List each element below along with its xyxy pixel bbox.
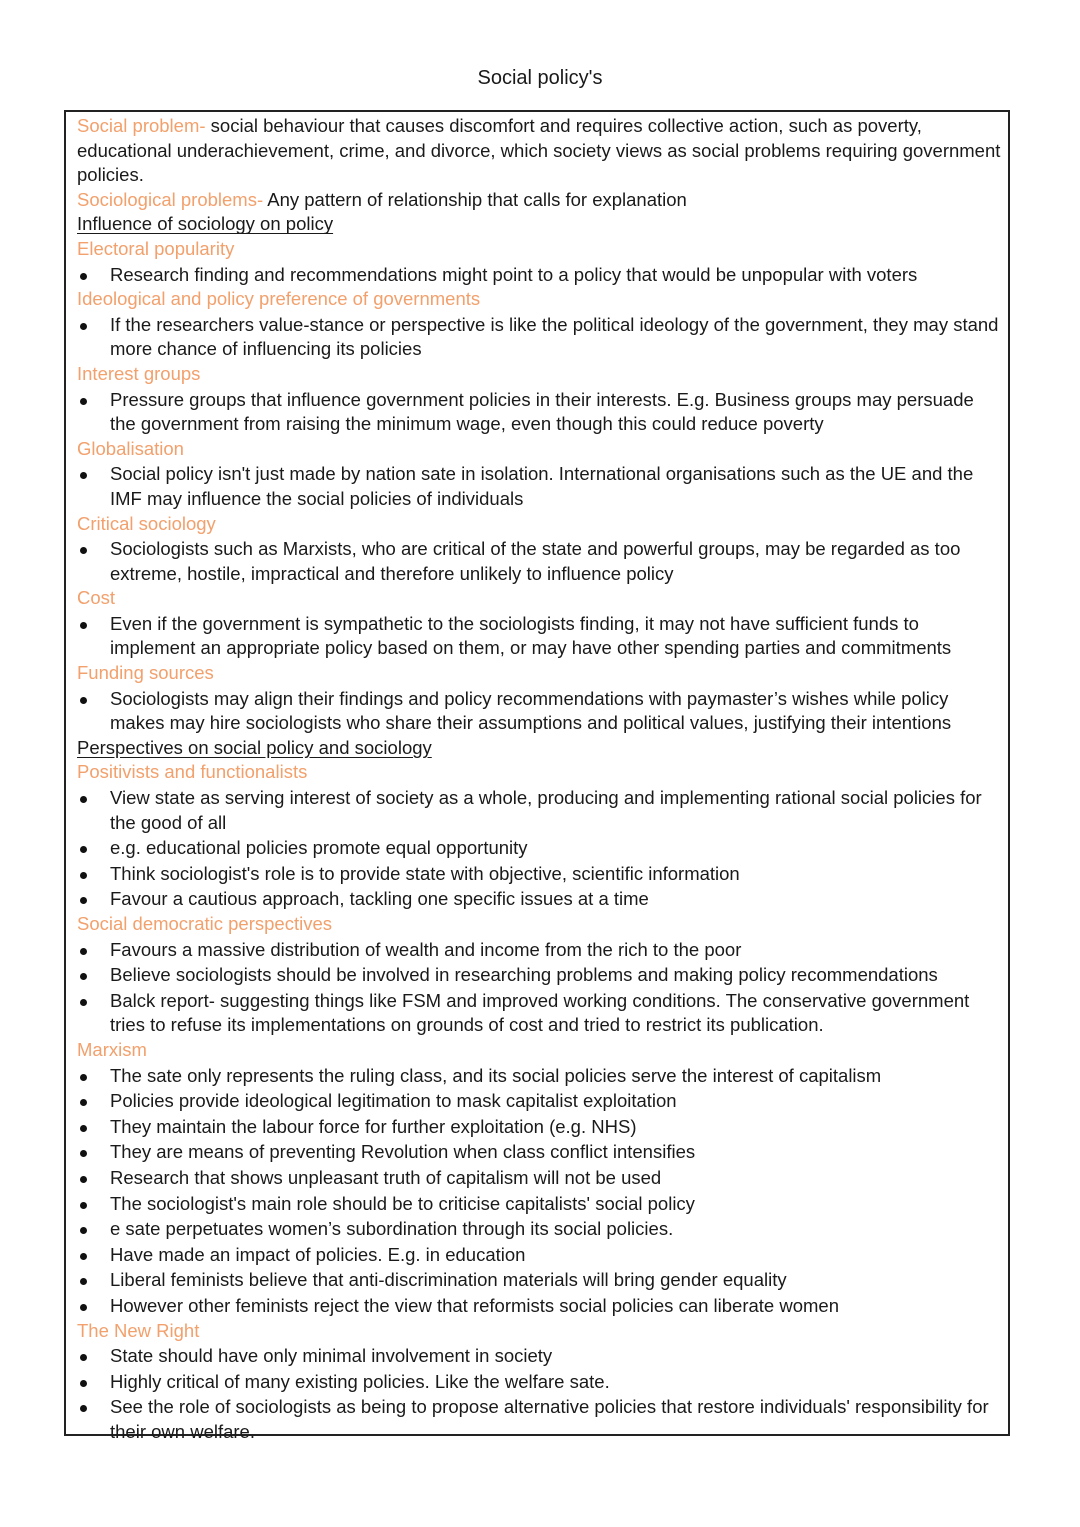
bullet-list [77, 612, 1000, 661]
bullet-icon [80, 697, 87, 704]
bullet-icon [80, 1354, 87, 1361]
bullet-icon [80, 1405, 87, 1412]
bullet-item [77, 1217, 1000, 1242]
bullet-item [77, 1166, 1000, 1191]
bullet-item [77, 263, 1000, 288]
bullet-text: Even if the government is sympathetic to the sociologists finding, it may not have sufficient funds to implement an appropriate policy based on them, or may have other spending parties and commitments [110, 612, 952, 659]
term-text: social behaviour that causes discomfort and requires collective action, such as poverty, educational underachievement, crime, and divorce, which society views as social problems requiring government policies. [77, 115, 1001, 186]
bullet-text: Policies provide ideological legitimation to mask capitalist exploitation [110, 1090, 677, 1112]
bullet-icon [80, 1253, 87, 1260]
bullet-list [77, 786, 1000, 912]
bullet-list [77, 388, 1000, 437]
bullet-text: Favours a massive distribution of wealth and income from the rich to the poor [110, 938, 742, 960]
bullet-text: Sociologists such as Marxists, who are critical of the state and powerful groups, may be regarded as too extreme, hostile, impractical and therefore unlikely to influence policy [110, 538, 961, 584]
bullet-text: e.g. educational policies promote equal opportunity [110, 837, 528, 859]
bullet-icon [80, 323, 87, 330]
perspective-sections [77, 760, 1000, 1444]
subheading: Cost [77, 587, 116, 609]
bullet-item [77, 313, 1000, 362]
definition-sociological-problems [77, 188, 1000, 213]
bullet-icon [80, 398, 87, 405]
bullet-text: The sate only represents the ruling class, and its social policies serve the interest of capitalism [110, 1064, 882, 1086]
bullet-text: If the researchers value-stance or perspective is like the political ideology of the government, they may stand more chance of influencing its policies [110, 313, 999, 360]
subheading: Interest groups [77, 362, 201, 384]
bullet-icon [80, 897, 87, 904]
bullet-text: Favour a cautious approach, tackling one specific issues at a time [110, 888, 649, 910]
influence-sections [77, 237, 1000, 736]
bullet-icon [80, 1380, 87, 1387]
bullet-item [77, 1064, 1000, 1089]
bullet-icon [80, 973, 87, 980]
bullet-item [77, 612, 1000, 661]
bullet-icon [80, 1150, 87, 1157]
bullet-text: Balck report- suggesting things like FSM and improved working conditions. The conservative government tries to refuse its implementations on grounds of cost and tried to restrict its publication. [110, 989, 970, 1036]
definition-social-problem [77, 114, 1012, 188]
bullet-text: Research that shows unpleasant truth of capitalism will not be used [110, 1166, 662, 1188]
bullet-text: They maintain the labour force for further exploitation (e.g. NHS) [110, 1115, 637, 1137]
bullet-icon [80, 547, 87, 554]
bullet-item [77, 1294, 1000, 1319]
bullet-item [77, 1089, 1000, 1114]
bullet-icon [80, 1202, 87, 1209]
subheading: Funding sources [77, 662, 214, 684]
bullet-icon [80, 1278, 87, 1285]
bullet-item [77, 938, 1000, 963]
subheading: The New Right [77, 1319, 200, 1341]
bullet-icon [80, 1074, 87, 1081]
bullet-item [77, 462, 1000, 511]
bullet-list [77, 462, 1000, 511]
bullet-item [77, 862, 1000, 887]
subheading: Critical sociology [77, 512, 216, 534]
subheading: Electoral popularity [77, 237, 235, 259]
bullet-item [77, 1370, 1000, 1395]
notes-box [64, 110, 1010, 1442]
bullet-item [77, 687, 1000, 736]
bullet-icon [80, 846, 87, 853]
bullet-text: Social policy isn't just made by nation sate in isolation. International organisations such as the UE and the IMF may influence the social policies of individuals [110, 463, 974, 509]
bullet-list [77, 313, 1000, 362]
bullet-icon [80, 948, 87, 955]
term-label: Sociological problems- [77, 188, 264, 210]
bullet-item [77, 989, 1000, 1038]
page-title: Social policy's [477, 67, 603, 89]
bullet-text: Believe sociologists should be involved in researching problems and making policy recommendations [110, 964, 938, 986]
bullet-item [77, 1395, 1000, 1444]
bullet-item [77, 1268, 1000, 1293]
bullet-text: Highly critical of many existing policies. Like the welfare sate. [110, 1370, 610, 1392]
bullet-item [77, 1115, 1000, 1140]
bullet-icon [80, 1227, 87, 1234]
bullet-item [77, 537, 1000, 586]
bullet-list [77, 537, 1000, 586]
bullet-icon [80, 1176, 87, 1183]
bullet-icon [80, 1099, 87, 1106]
bullet-text: However other feminists reject the view that reformists social policies can liberate women [110, 1294, 839, 1316]
bullet-item [77, 1192, 1000, 1217]
bullet-icon [80, 273, 87, 280]
bullet-list [77, 1344, 1000, 1444]
bullet-text: Pressure groups that influence government policies in their interests. E.g. Business groups may persuade the government from raising the minimum wage, even though this could reduce poverty [110, 388, 974, 435]
bullet-item [77, 963, 1000, 988]
bullet-icon [80, 999, 87, 1006]
bullet-icon [80, 796, 87, 803]
bullet-item [77, 1243, 1000, 1268]
bullet-text: Research finding and recommendations might point to a policy that would be unpopular with voters [110, 263, 918, 285]
bullet-text: The sociologist's main role should be to criticise capitalists' social policy [110, 1192, 695, 1214]
subheading: Positivists and functionalists [77, 761, 308, 783]
bullet-text: Have made an impact of policies. E.g. in education [110, 1243, 526, 1265]
bullet-icon [80, 872, 87, 879]
subheading: Marxism [77, 1038, 147, 1060]
bullet-item [77, 1140, 1000, 1165]
bullet-text: State should have only minimal involvement in society [110, 1345, 553, 1367]
bullet-item [77, 786, 1000, 835]
bullet-text: Liberal feminists believe that anti-discrimination materials will bring gender equality [110, 1269, 787, 1291]
bullet-text: View state as serving interest of society as a whole, producing and implementing rational social policies for the good of all [110, 787, 982, 833]
bullet-text: They are means of preventing Revolution when class conflict intensifies [110, 1141, 696, 1163]
bullet-text: e sate perpetuates women’s subordination through its social policies. [110, 1218, 674, 1240]
subheading: Social democratic perspectives [77, 913, 332, 934]
bullet-item [77, 388, 1000, 437]
bullet-list [77, 938, 1000, 1038]
section-heading-influence: Influence of sociology on policy [77, 213, 334, 235]
bullet-icon [80, 1304, 87, 1311]
section-heading-perspectives: Perspectives on social policy and sociology [77, 736, 432, 758]
bullet-item [77, 1344, 1000, 1369]
bullet-icon [80, 622, 87, 629]
bullet-icon [80, 1125, 87, 1132]
term-label: Social problem- [77, 115, 206, 136]
term-text: Any pattern of relationship that calls for explanation [263, 188, 687, 210]
bullet-list [77, 263, 1000, 288]
bullet-text: Sociologists may align their findings and policy recommendations with paymaster’s wishes while policy makes may hire sociologists who share their assumptions and political values, justifying their intentions [110, 687, 952, 734]
bullet-list [77, 687, 1000, 736]
bullet-item [77, 887, 1000, 912]
bullet-list [77, 1064, 1000, 1319]
subheading: Ideological and policy preference of governments [77, 288, 481, 310]
bullet-text: See the role of sociologists as being to propose alternative policies that restore individuals' responsibility for their own welfare. [110, 1396, 989, 1442]
bullet-icon [80, 472, 87, 479]
subheading: Globalisation [77, 437, 184, 459]
bullet-text: Think sociologist's role is to provide state with objective, scientific information [110, 862, 740, 884]
bullet-item [77, 836, 1000, 861]
